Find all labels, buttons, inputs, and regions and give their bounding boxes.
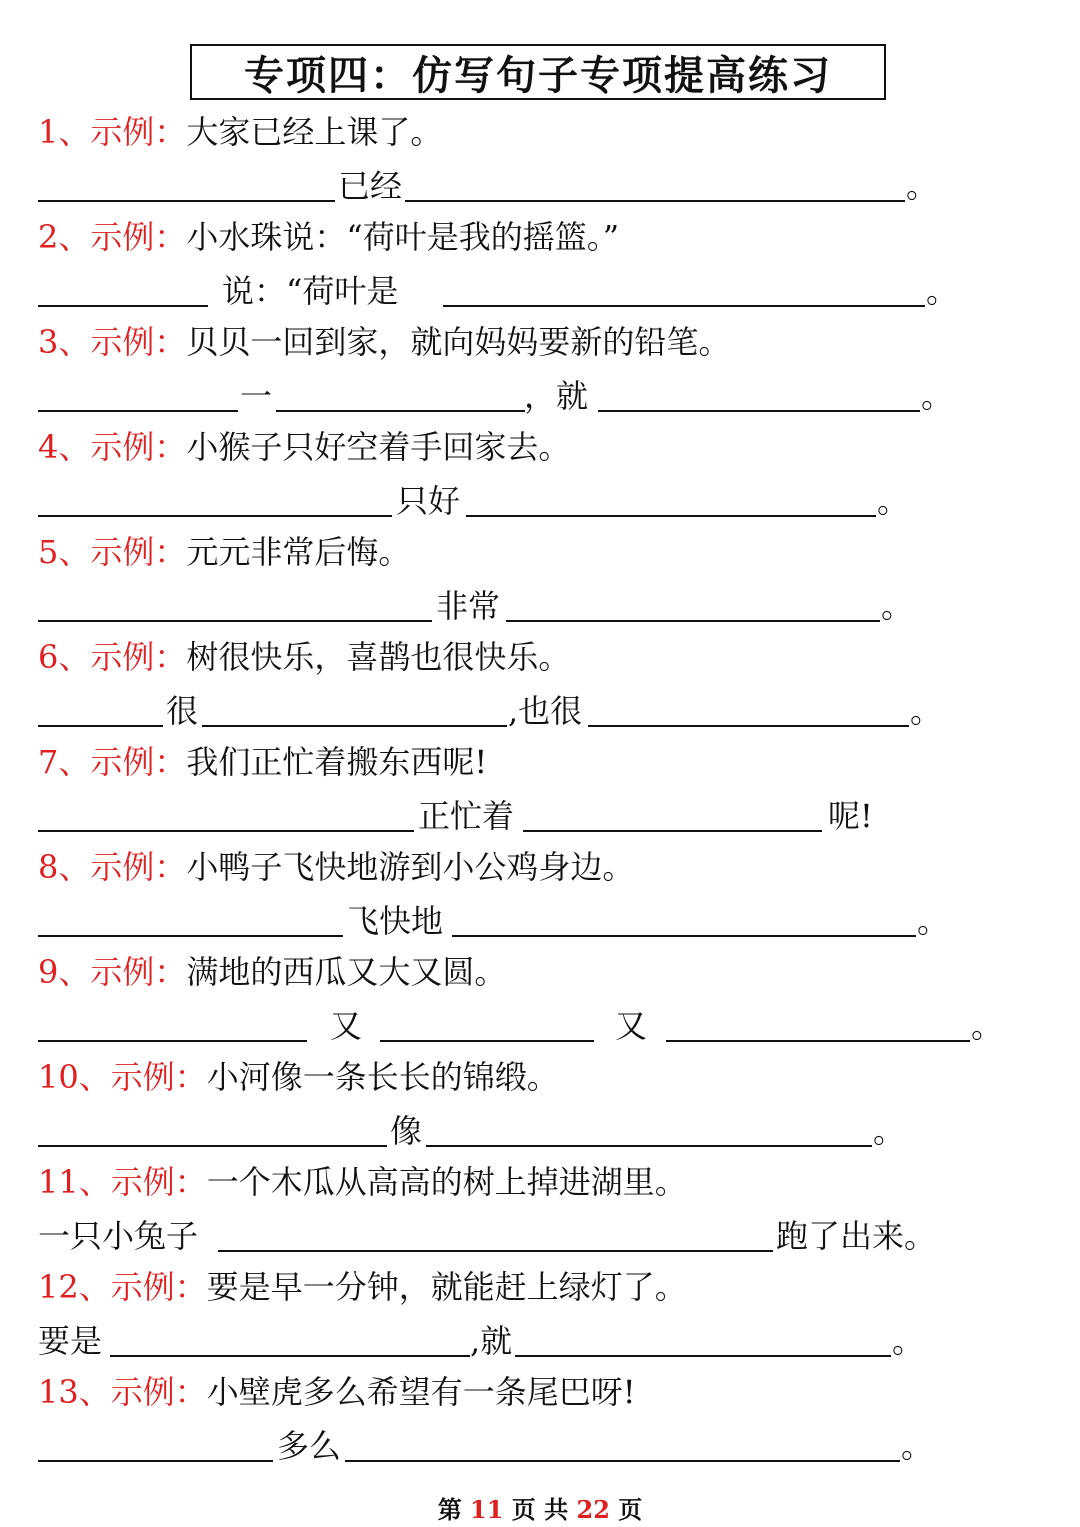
answer-blank[interactable] [426,1145,872,1147]
answer-blank[interactable] [666,1040,970,1042]
answer-prompt-text: ,也很 [508,692,583,730]
example-line [38,532,410,572]
example-sentence: 满地的西瓜又大又圆。 [186,953,507,991]
answer-blank[interactable] [380,1040,594,1042]
answer-prompt-text: 跑了出来。 [776,1217,937,1255]
answer-prompt-text: ，就 [524,377,589,415]
answer-line [0,582,1080,626]
example-sentence: 小鸭子飞快地游到小公鸡身边。 [186,848,635,886]
answer-blank[interactable] [276,410,525,412]
answer-blank[interactable] [38,725,163,727]
example-sentence: 树很快乐，喜鹊也很快乐。 [186,638,571,676]
footer-text: 页 [609,1495,643,1524]
answer-prompt-text: 。 [910,692,943,730]
answer-prompt-text: 。 [873,1112,906,1150]
answer-blank[interactable] [38,305,208,307]
answer-blank[interactable] [38,1040,307,1042]
example-sentence: 小壁虎多么希望有一条尾巴呀! [206,1373,636,1411]
answer-prompt-text: 只好 [396,482,461,520]
answer-blank[interactable] [345,1460,900,1462]
answer-blank[interactable] [443,305,925,307]
footer-text: 页 共 [503,1495,577,1524]
example-sentence: 要是早一分钟，就能赶上绿灯了。 [206,1268,687,1306]
answer-line [0,1422,1080,1466]
total-pages: 22 [576,1495,610,1524]
answer-blank[interactable] [202,725,507,727]
example-label: 示例： [110,1163,207,1201]
answer-line [0,1317,1080,1361]
answer-prompt-text: 要是 [38,1322,103,1360]
answer-prompt-text: 一 [240,377,273,415]
answer-prompt-text: 。 [881,587,914,625]
page-footer [0,1490,1080,1525]
question-number: 12、 [38,1268,111,1306]
title-box [190,44,886,100]
example-label: 示例： [90,953,187,991]
example-sentence: 小猴子只好空着手回家去。 [186,428,571,466]
answer-blank[interactable] [523,830,822,832]
answer-blank[interactable] [466,515,876,517]
example-line [38,1162,687,1202]
example-line [38,217,619,257]
answer-line [0,162,1080,206]
example-line [38,742,487,782]
answer-blank[interactable] [218,1250,773,1252]
example-label: 示例： [110,1373,207,1411]
answer-prompt-text: 。 [877,482,910,520]
answer-line [0,687,1080,731]
example-sentence: 小水珠说：“荷叶是我的摇篮。” [186,218,620,256]
example-sentence: 元元非常后悔。 [186,533,411,571]
answer-blank[interactable] [38,1145,387,1147]
answer-prompt-text: 。 [906,167,939,205]
question-number: 10、 [38,1058,111,1096]
question-number: 6、 [38,638,91,676]
question-number: 3、 [38,323,91,361]
page-title: 专项四：仿写句子专项提高练习 [244,52,832,99]
example-sentence: 大家已经上课了。 [186,113,443,151]
answer-prompt-text: 正忙着 [418,797,515,835]
answer-prompt-text: 又 [615,1007,648,1045]
answer-blank[interactable] [588,725,909,727]
current-page: 11 [470,1495,504,1524]
answer-blank[interactable] [452,935,916,937]
answer-blank[interactable] [110,1355,470,1357]
example-label: 示例： [110,1058,207,1096]
answer-blank[interactable] [38,200,335,202]
answer-prompt-text: 。 [921,377,954,415]
example-sentence: 贝贝一回到家，就向妈妈要新的铅笔。 [186,323,731,361]
answer-prompt-text: 像 [390,1112,423,1150]
answer-blank[interactable] [515,1355,891,1357]
answer-prompt-text: 很 [166,692,199,730]
answer-blank[interactable] [38,410,238,412]
answer-prompt-text: 。 [971,1007,1004,1045]
answer-line [0,477,1080,521]
question-number: 11、 [38,1163,111,1201]
answer-prompt-text: 。 [892,1322,925,1360]
example-label: 示例： [110,1268,207,1306]
answer-blank[interactable] [506,620,880,622]
answer-line [0,897,1080,941]
question-number: 13、 [38,1373,111,1411]
question-number: 4、 [38,428,91,466]
answer-line [0,267,1080,311]
answer-prompt-text: ,就 [470,1322,513,1360]
example-line [38,112,442,152]
example-line [38,847,634,887]
answer-blank[interactable] [598,410,920,412]
example-sentence: 我们正忙着搬东西呢! [186,743,488,781]
example-line [38,427,570,467]
example-sentence: 一个木瓜从高高的树上掉进湖里。 [206,1163,687,1201]
answer-prompt-text: 又 [330,1007,363,1045]
question-number: 2、 [38,218,91,256]
answer-line [0,1002,1080,1046]
question-number: 9、 [38,953,91,991]
example-line [38,1267,687,1307]
example-label: 示例： [90,638,187,676]
example-line [38,952,506,992]
answer-prompt-text: 。 [917,902,950,940]
question-number: 1、 [38,113,91,151]
answer-prompt-text: 。 [926,272,959,310]
answer-blank[interactable] [38,830,414,832]
answer-prompt-text: 已经 [338,167,403,205]
question-number: 8、 [38,848,91,886]
answer-prompt-text: 一只小兔子 [38,1217,199,1255]
example-line [38,322,730,362]
answer-blank[interactable] [38,620,432,622]
example-label: 示例： [90,218,187,256]
example-line [38,1057,559,1097]
example-sentence: 小河像一条长长的锦缎。 [206,1058,559,1096]
question-number: 7、 [38,743,91,781]
example-label: 示例： [90,743,187,781]
answer-prompt-text: 多么 [277,1427,342,1465]
answer-prompt-text: 说：“荷叶是 [222,272,399,310]
example-label: 示例： [90,848,187,886]
example-label: 示例： [90,113,187,151]
answer-prompt-text: 飞快地 [347,902,444,940]
answer-prompt-text: 非常 [436,587,501,625]
example-label: 示例： [90,533,187,571]
answer-prompt-text: 。 [901,1427,934,1465]
example-line [38,637,570,677]
answer-blank[interactable] [38,1460,273,1462]
answer-prompt-text: 呢! [828,797,873,835]
answer-line [0,1107,1080,1151]
answer-line [0,372,1080,416]
example-label: 示例： [90,428,187,466]
answer-blank[interactable] [405,200,905,202]
question-number: 5、 [38,533,91,571]
footer-text: 第 [437,1495,471,1524]
answer-line [0,1212,1080,1256]
example-line [38,1372,636,1412]
example-label: 示例： [90,323,187,361]
answer-blank[interactable] [38,515,392,517]
answer-line [0,792,1080,836]
answer-blank[interactable] [38,935,343,937]
